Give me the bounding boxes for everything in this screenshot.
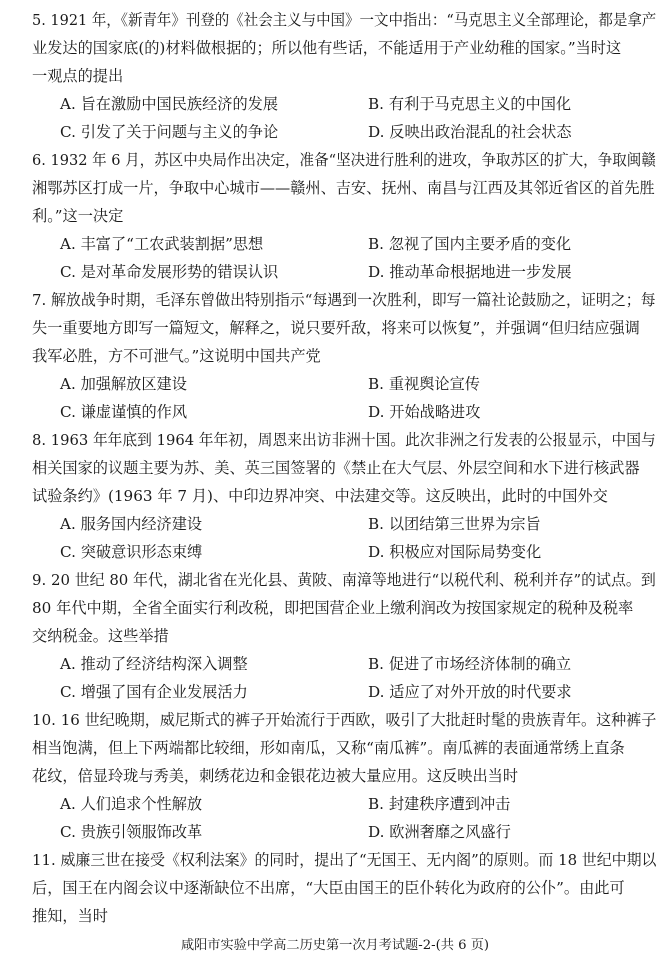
question-6-line-2: 湘鄂苏区打成一片，争取中心城市——赣州、吉安、抚州、南昌与江西及其邻近省区的首先胜 <box>32 179 655 197</box>
question-7-option-a: A. 加强解放区建设 <box>60 375 187 393</box>
question-9-option-c: C. 增强了国有企业发展活力 <box>60 683 248 701</box>
question-8-line-3: 试验条约》(1963 年 7 月)、中印边界冲突、中法建交等。这反映出，此时的中国外交 <box>32 487 608 505</box>
question-7-line-3: 我军必胜，方不可泄气。”这说明中国共产党 <box>32 347 321 365</box>
question-10-option-b: B. 封建秩序遭到冲击 <box>368 795 511 813</box>
question-8-option-b: B. 以团结第三世界为宗旨 <box>368 515 541 533</box>
question-9-option-d: D. 适应了对外开放的时代要求 <box>368 683 572 701</box>
question-5-line-2: 业发达的国家底(的)材料做根据的；所以他有些话，不能适用于产业幼稚的国家。”当时这 <box>32 39 622 57</box>
question-6-option-c: C. 是对革命发展形势的错误认识 <box>60 263 279 281</box>
question-9-option-a: A. 推动了经济结构深入调整 <box>60 655 248 673</box>
question-9-option-b: B. 促进了市场经济体制的确立 <box>368 655 572 673</box>
question-7-option-d: D. 开始战略进攻 <box>368 403 481 421</box>
question-11-line-2: 后，国王在内阁会议中逐渐缺位不出席，“大臣由国王的臣仆转化为政府的公仆”。由此可 <box>32 879 625 897</box>
question-10-line-3: 花纹，倍显玲珑与秀美，刺绣花边和金银花边被大量应用。这反映出当时 <box>32 767 518 785</box>
question-9-line-2: 80 年代中期，全省全面实行利改税，即把国营企业上缴利润改为按国家规定的税种及税率 <box>32 599 634 617</box>
question-9-line-1: 9. 20 世纪 80 年代，湖北省在光化县、黄陂、南漳等地进行“以税代利、税利并存”的试点。到 <box>32 571 656 589</box>
question-6-option-a: A. 丰富了“工农武装割据”思想 <box>60 235 264 253</box>
question-10-line-1: 10. 16 世纪晚期，威尼斯式的裤子开始流行于西欧，吸引了大批赶时髦的贵族青年。这种裤子 <box>32 711 657 729</box>
question-10-option-c: C. 贵族引领服饰改革 <box>60 823 203 841</box>
question-5-option-d: D. 反映出政治混乱的社会状态 <box>368 123 572 141</box>
question-7-line-1: 7. 解放战争时期，毛泽东曾做出特别指示“每遇到一次胜利，即写一篇社论鼓励之，证明之；每 <box>32 291 656 309</box>
question-8-option-c: C. 突破意识形态束缚 <box>60 543 203 561</box>
question-6-line-1: 6. 1932 年 6 月，苏区中央局作出决定，准备“坚决进行胜利的进攻，争取苏区的扩大，争取闽赣 <box>32 151 656 169</box>
question-5-line-3: 一观点的提出 <box>32 67 124 85</box>
question-6-option-b: B. 忽视了国内主要矛盾的变化 <box>368 235 572 253</box>
question-8-option-d: D. 积极应对国际局势变化 <box>368 543 542 561</box>
question-8-line-2: 相关国家的议题主要为苏、美、英三国签署的《禁止在大气层、外层空间和水下进行核武器 <box>32 459 640 477</box>
question-10-option-a: A. 人们追求个性解放 <box>60 795 203 813</box>
question-8-line-1: 8. 1963 年年底到 1964 年年初，周恩来出访非洲十国。此次非洲之行发表的公报显示，中国与 <box>32 431 656 449</box>
question-7-line-2: 失一重要地方即写一篇短文，解释之，说只要歼敌，将来可以恢复”，并强调“但归结应强调 <box>32 319 640 337</box>
question-10-line-2: 相当饱满，但上下两端都比较细，形如南瓜，又称“南瓜裤”。南瓜裤的表面通常绣上直条 <box>32 739 625 757</box>
question-11-line-3: 推知，当时 <box>32 907 108 925</box>
question-5-line-1: 5. 1921 年，《新青年》刊登的《社会主义与中国》一文中指出：“马克思主义全部理论，都是拿产 <box>32 11 657 29</box>
question-7-option-b: B. 重视舆论宣传 <box>368 375 480 393</box>
question-9-line-3: 交纳税金。这些举措 <box>32 627 169 645</box>
question-5-option-c: C. 引发了关于问题与主义的争论 <box>60 123 279 141</box>
question-7-option-c: C. 谦虚谨慎的作风 <box>60 403 188 421</box>
question-5-option-a: A. 旨在激励中国民族经济的发展 <box>60 95 279 113</box>
page-footer: 咸阳市实验中学高二历史第一次月考试题-2-(共 6 页) <box>180 938 490 953</box>
question-11-line-1: 11. 威廉三世在接受《权利法案》的同时，提出了“无国王、无内阁”的原则。而 18 世纪中期以 <box>32 851 657 869</box>
question-6-option-d: D. 推动革命根据地进一步发展 <box>368 263 572 281</box>
question-10-option-d: D. 欧洲奢靡之风盛行 <box>368 823 511 841</box>
question-6-line-3: 利。”这一决定 <box>32 207 124 225</box>
question-8-option-a: A. 服务国内经济建设 <box>60 515 203 533</box>
question-5-option-b: B. 有利于马克思主义的中国化 <box>368 95 572 113</box>
